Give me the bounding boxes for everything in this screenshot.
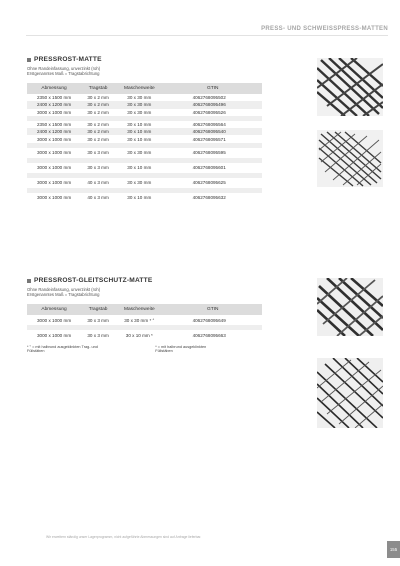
cell-maschenweite: 30 x 30 mm — [127, 180, 152, 186]
square-bullet-icon — [27, 279, 31, 283]
table-row — [27, 94, 262, 101]
cell-abmessung: 3000 x 1000 mm — [36, 109, 72, 115]
cell-abmessung: 3000 x 1000 mm — [36, 165, 72, 171]
cell-abmessung: 2400 x 1200 mm — [27, 101, 81, 108]
table-row — [27, 101, 262, 108]
table-header-row — [27, 304, 262, 315]
product-photo-grating — [317, 130, 383, 187]
cell-gtin: 4062768095571 — [192, 136, 226, 142]
cell-gtin: 4062768095649 — [192, 317, 226, 323]
cell-abmessung: 3000 x 1000 mm — [36, 195, 72, 201]
section-title — [27, 56, 267, 63]
column-header-abmessung: Abmessung — [27, 304, 81, 315]
cell-tragstab: 30 x 3 mm — [87, 150, 109, 156]
cell-maschenweite: 30 x 30 mm * ° — [124, 317, 155, 323]
cell-tragstab: 30 x 2 mm — [87, 122, 109, 128]
cell-abmessung: 3000 x 1000 mm — [36, 136, 72, 142]
cell-maschenweite: 30 x 10 mm — [127, 136, 152, 142]
product-photo-grating — [317, 278, 383, 336]
column-header-maschenweite: Maschenweite — [115, 83, 164, 94]
cell-tragstab: 30 x 2 mm — [87, 109, 109, 115]
table-row — [27, 178, 262, 188]
table-row — [27, 128, 262, 135]
grating-image — [317, 358, 383, 428]
column-header-gtin: GTIN — [164, 304, 262, 315]
product-photo-grating — [317, 58, 383, 116]
cell-tragstab: 30 x 3 mm — [87, 317, 109, 323]
note-line: Erstgenanntes Maß = Tragstabrichtung — [27, 71, 100, 76]
page-header-title: PRESS- UND SCHWEISSPRESS-MATTEN — [261, 26, 388, 32]
column-header-abmessung: Abmessung — [27, 83, 81, 94]
cell-maschenweite: 30 x 10 mm — [115, 128, 164, 135]
cell-tragstab: 40 x 3 mm — [87, 195, 109, 201]
page-number: 155 — [387, 541, 400, 558]
cell-abmessung: 3000 x 1000 mm — [36, 332, 72, 338]
cell-tragstab: 30 x 2 mm — [81, 128, 115, 135]
table-row — [27, 315, 262, 325]
cell-maschenweite: 30 x 30 mm — [127, 150, 152, 156]
cell-tragstab: 30 x 3 mm — [87, 332, 109, 338]
section-note — [27, 287, 267, 297]
cell-gtin: 4062768095496 — [164, 101, 262, 108]
cell-maschenweite: 30 x 10 mm * — [125, 332, 153, 338]
cell-abmessung: 3000 x 1000 mm — [36, 150, 72, 156]
cell-gtin: 4062768095540 — [164, 128, 262, 135]
cell-abmessung: 3000 x 1000 mm — [36, 180, 72, 186]
cell-gtin: 4062768095564 — [192, 122, 226, 128]
table-row — [27, 109, 262, 116]
section-note — [27, 66, 267, 76]
grating-image — [317, 278, 383, 336]
section-title — [27, 277, 267, 284]
column-header-maschenweite: Maschenweite — [115, 304, 164, 315]
cell-gtin: 4062768095625 — [192, 180, 226, 186]
product-photo-grating — [317, 358, 383, 428]
grating-image — [317, 130, 383, 187]
table-row — [27, 135, 262, 142]
cell-maschenweite: 30 x 30 mm — [115, 101, 164, 108]
cell-abmessung: 2400 x 1200 mm — [27, 128, 81, 135]
section-title-text: PRESSROST-MATTE — [34, 56, 102, 63]
cell-gtin: 4062768095595 — [192, 150, 226, 156]
note-line: Erstgenanntes Maß = Tragstabrichtung — [27, 292, 100, 297]
cell-tragstab: 30 x 2 mm — [87, 95, 109, 101]
table-row — [27, 330, 262, 340]
footnote: * ° = mit halbrund ausgeklinkten Trag- und Füllstäben — [27, 345, 98, 353]
footer-note: Wir erweitern ständig unser Lagerprogramm, nicht aufgeführte Abmessungen sind auf Anfrage lieferbar. — [46, 535, 202, 539]
cell-maschenweite: 30 x 10 mm — [127, 165, 152, 171]
table-row — [27, 163, 262, 173]
cell-maschenweite: 30 x 30 mm — [127, 109, 152, 115]
cell-tragstab: 30 x 2 mm — [87, 136, 109, 142]
section-pressrost-matte — [27, 56, 267, 203]
cell-maschenweite: 30 x 30 mm — [127, 95, 152, 101]
cell-gtin: 4062768095632 — [192, 195, 226, 201]
cell-abmessung: 2350 x 1500 mm — [36, 95, 72, 101]
table-row — [27, 121, 262, 128]
cell-gtin: 4062768095601 — [192, 165, 226, 171]
note-line: Ohne Randeinfassung, unverzinkt (roh) — [27, 287, 101, 292]
square-bullet-icon — [27, 58, 31, 62]
cell-tragstab: 30 x 2 mm — [81, 101, 115, 108]
table-row — [27, 193, 262, 203]
cell-abmessung: 2350 x 1500 mm — [36, 122, 72, 128]
cell-gtin: 4062768095663 — [192, 332, 226, 338]
cell-abmessung: 3000 x 1000 mm — [36, 317, 72, 323]
cell-maschenweite: 30 x 10 mm — [127, 195, 152, 201]
column-header-gtin: GTIN — [164, 83, 262, 94]
table-row — [27, 148, 262, 158]
cell-maschenweite: 30 x 10 mm — [127, 122, 152, 128]
table-header-row — [27, 83, 262, 94]
cell-gtin: 4062768095502 — [192, 95, 226, 101]
column-header-tragstab: Tragstab — [81, 304, 115, 315]
footnotes — [27, 345, 267, 353]
footnote: * = mit halbrund ausgeklinkten Füllstäben — [155, 345, 207, 353]
cell-tragstab: 30 x 3 mm — [87, 165, 109, 171]
section-pressrost-gleitschutz-matte — [27, 277, 267, 353]
product-table — [27, 304, 262, 340]
cell-gtin: 4062768095526 — [192, 109, 226, 115]
cell-tragstab: 40 x 3 mm — [87, 180, 109, 186]
note-line: Ohne Randeinfassung, unverzinkt (roh) — [27, 66, 101, 71]
grating-image — [317, 58, 383, 116]
header-divider — [26, 35, 388, 36]
section-title-text: PRESSROST-GLEITSCHUTZ-MATTE — [34, 277, 153, 284]
column-header-tragstab: Tragstab — [81, 83, 115, 94]
product-table — [27, 83, 262, 203]
